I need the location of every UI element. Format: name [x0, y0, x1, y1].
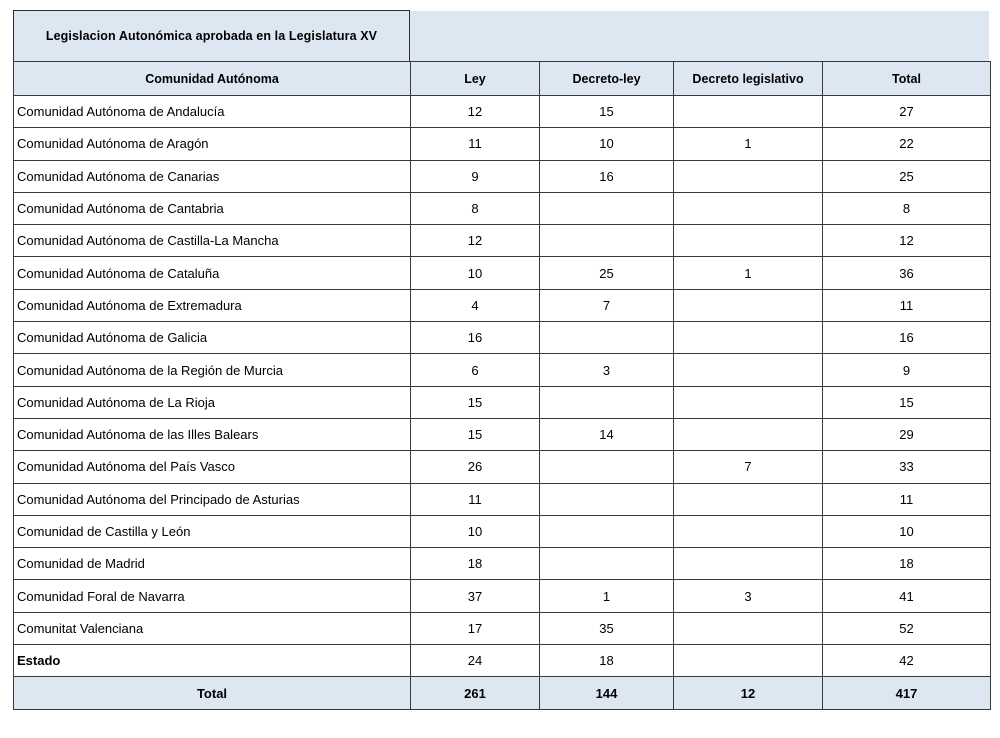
cell-decreto-legislativo — [674, 192, 823, 224]
cell-total: 8 — [823, 192, 991, 224]
cell-ley: 8 — [411, 192, 540, 224]
cell-decreto-legislativo — [674, 225, 823, 257]
cell-ley: 37 — [411, 580, 540, 612]
table-title: Legislacion Autonómica aprobada en la Legislatura XV — [13, 10, 410, 61]
cell-decreto-legislativo: 1 — [674, 257, 823, 289]
cell-decreto-legislativo — [674, 322, 823, 354]
cell-ley: 15 — [411, 418, 540, 450]
cell-total: 27 — [823, 96, 991, 128]
cell-decreto-legislativo — [674, 483, 823, 515]
column-header-decreto-ley: Decreto-ley — [540, 62, 674, 96]
cell-total: 33 — [823, 451, 991, 483]
cell-total: 12 — [823, 225, 991, 257]
cell-comunidad: Comunidad Autónoma del País Vasco — [14, 451, 411, 483]
cell-ley: 16 — [411, 322, 540, 354]
cell-comunidad: Comunitat Valenciana — [14, 612, 411, 644]
cell-comunidad: Comunidad Autónoma de las Illes Balears — [14, 418, 411, 450]
table-row — [14, 257, 991, 289]
table-row — [14, 612, 991, 644]
cell-ley: 10 — [411, 515, 540, 547]
table-row — [14, 322, 991, 354]
cell-decreto-ley — [540, 451, 674, 483]
title-band — [410, 11, 989, 61]
cell-decreto-legislativo — [674, 354, 823, 386]
cell-decreto-ley: 1 — [540, 580, 674, 612]
cell-total: 52 — [823, 612, 991, 644]
cell-decreto-legislativo — [674, 515, 823, 547]
cell-total: 36 — [823, 257, 991, 289]
table-row — [14, 225, 991, 257]
cell-total: 9 — [823, 354, 991, 386]
cell-ley: 17 — [411, 612, 540, 644]
table-header-row — [14, 62, 991, 96]
cell-decreto-legislativo: 1 — [674, 128, 823, 160]
cell-total: 41 — [823, 580, 991, 612]
column-header-decreto-legislativo: Decreto legislativo — [674, 62, 823, 96]
cell-comunidad: Comunidad Autónoma del Principado de Asturias — [14, 483, 411, 515]
totals-total: 417 — [823, 677, 991, 710]
cell-decreto-ley — [540, 483, 674, 515]
cell-decreto-ley: 7 — [540, 289, 674, 321]
table-row — [14, 451, 991, 483]
cell-ley: 11 — [411, 128, 540, 160]
cell-decreto-legislativo — [674, 612, 823, 644]
totals-row — [14, 677, 991, 710]
table-row — [14, 96, 991, 128]
cell-total: 16 — [823, 322, 991, 354]
cell-decreto-ley: 35 — [540, 612, 674, 644]
cell-ley: 9 — [411, 160, 540, 192]
cell-comunidad: Comunidad Autónoma de Andalucía — [14, 96, 411, 128]
cell-ley: 12 — [411, 96, 540, 128]
cell-comunidad: Estado — [14, 645, 411, 677]
cell-decreto-legislativo — [674, 548, 823, 580]
cell-ley: 24 — [411, 645, 540, 677]
cell-decreto-ley: 10 — [540, 128, 674, 160]
cell-total: 18 — [823, 548, 991, 580]
cell-ley: 4 — [411, 289, 540, 321]
cell-total: 25 — [823, 160, 991, 192]
table-row — [14, 548, 991, 580]
cell-comunidad: Comunidad Foral de Navarra — [14, 580, 411, 612]
cell-total: 10 — [823, 515, 991, 547]
column-header-comunidad: Comunidad Autónoma — [14, 62, 411, 96]
totals-label: Total — [14, 677, 411, 710]
cell-total: 11 — [823, 483, 991, 515]
cell-total: 15 — [823, 386, 991, 418]
table-row — [14, 483, 991, 515]
cell-comunidad: Comunidad Autónoma de la Región de Murcia — [14, 354, 411, 386]
cell-decreto-ley — [540, 548, 674, 580]
cell-decreto-ley: 3 — [540, 354, 674, 386]
table-row — [14, 289, 991, 321]
table-row — [14, 128, 991, 160]
cell-decreto-ley: 16 — [540, 160, 674, 192]
cell-decreto-legislativo — [674, 160, 823, 192]
cell-total: 11 — [823, 289, 991, 321]
cell-decreto-legislativo — [674, 386, 823, 418]
cell-decreto-legislativo: 7 — [674, 451, 823, 483]
cell-comunidad: Comunidad Autónoma de Extremadura — [14, 289, 411, 321]
cell-ley: 12 — [411, 225, 540, 257]
cell-decreto-ley — [540, 386, 674, 418]
cell-decreto-legislativo: 3 — [674, 580, 823, 612]
cell-ley: 6 — [411, 354, 540, 386]
cell-decreto-legislativo — [674, 645, 823, 677]
cell-decreto-ley — [540, 322, 674, 354]
totals-decreto-legislativo: 12 — [674, 677, 823, 710]
cell-comunidad: Comunidad de Castilla y León — [14, 515, 411, 547]
cell-comunidad: Comunidad Autónoma de La Rioja — [14, 386, 411, 418]
cell-comunidad: Comunidad Autónoma de Aragón — [14, 128, 411, 160]
cell-decreto-ley — [540, 192, 674, 224]
cell-comunidad: Comunidad Autónoma de Cataluña — [14, 257, 411, 289]
table-row — [14, 645, 991, 677]
table-row — [14, 192, 991, 224]
table-row — [14, 160, 991, 192]
cell-decreto-ley — [540, 515, 674, 547]
cell-ley: 26 — [411, 451, 540, 483]
cell-decreto-ley: 15 — [540, 96, 674, 128]
legislation-table — [13, 61, 991, 710]
totals-ley: 261 — [411, 677, 540, 710]
cell-decreto-legislativo — [674, 96, 823, 128]
totals-decreto-ley: 144 — [540, 677, 674, 710]
cell-decreto-ley: 14 — [540, 418, 674, 450]
column-header-ley: Ley — [411, 62, 540, 96]
table-row — [14, 418, 991, 450]
cell-ley: 15 — [411, 386, 540, 418]
cell-decreto-legislativo — [674, 289, 823, 321]
column-header-total: Total — [823, 62, 991, 96]
cell-decreto-ley: 25 — [540, 257, 674, 289]
table-row — [14, 354, 991, 386]
cell-total: 22 — [823, 128, 991, 160]
cell-total: 42 — [823, 645, 991, 677]
table-row — [14, 386, 991, 418]
cell-ley: 10 — [411, 257, 540, 289]
cell-comunidad: Comunidad de Madrid — [14, 548, 411, 580]
cell-decreto-ley: 18 — [540, 645, 674, 677]
cell-total: 29 — [823, 418, 991, 450]
cell-comunidad: Comunidad Autónoma de Cantabria — [14, 192, 411, 224]
table-row — [14, 580, 991, 612]
cell-ley: 11 — [411, 483, 540, 515]
cell-comunidad: Comunidad Autónoma de Canarias — [14, 160, 411, 192]
cell-comunidad: Comunidad Autónoma de Galicia — [14, 322, 411, 354]
cell-decreto-ley — [540, 225, 674, 257]
cell-decreto-legislativo — [674, 418, 823, 450]
cell-comunidad: Comunidad Autónoma de Castilla-La Mancha — [14, 225, 411, 257]
cell-ley: 18 — [411, 548, 540, 580]
table-row — [14, 515, 991, 547]
